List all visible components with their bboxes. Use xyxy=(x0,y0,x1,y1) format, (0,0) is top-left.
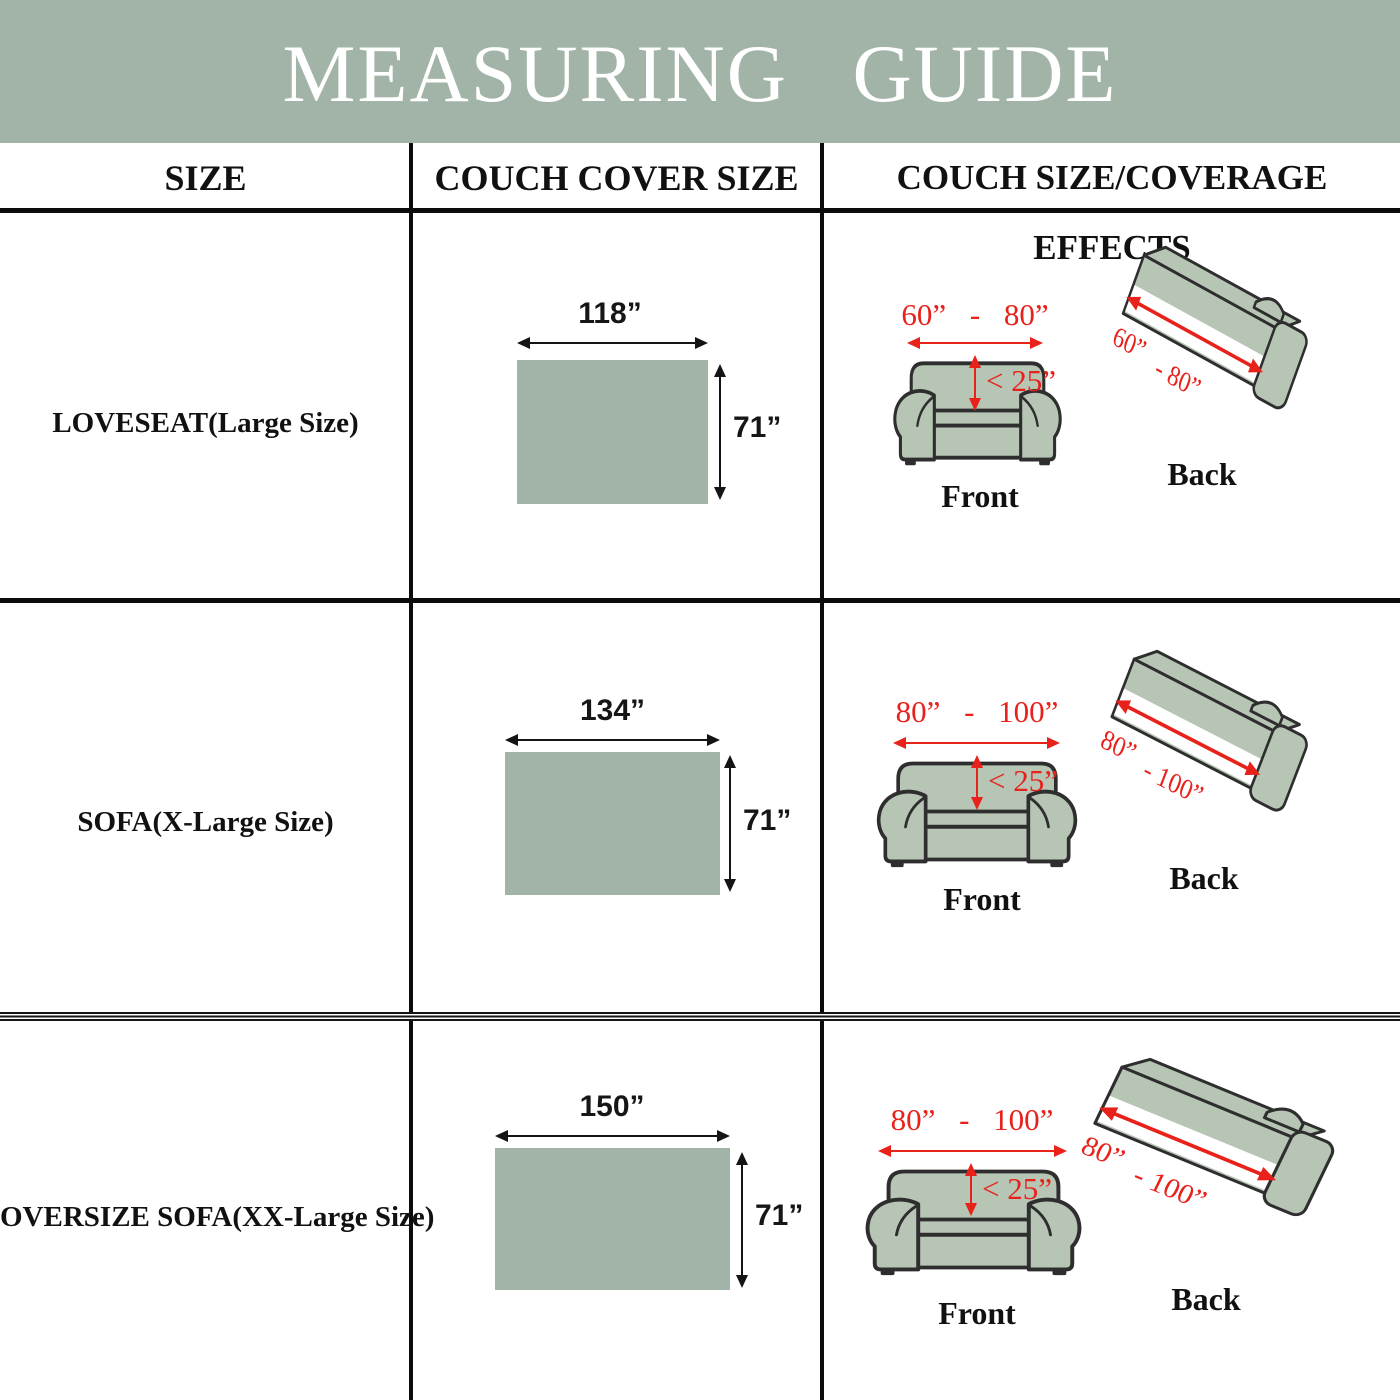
front-range-arrow xyxy=(893,736,1060,750)
back-view-caption: Back xyxy=(1171,1281,1241,1317)
cover-width-value: 118” xyxy=(578,297,642,330)
front-range-arrow xyxy=(878,1144,1067,1158)
cover-width-value: 150” xyxy=(579,1090,645,1123)
back-range-end: - 80” xyxy=(1151,351,1205,405)
row-divider-2 xyxy=(0,1012,1400,1021)
cover-height-value: 71” xyxy=(743,804,792,837)
front-view-caption: Front xyxy=(941,478,1019,514)
cover-rectangle xyxy=(495,1148,730,1290)
back-range-end: - 100” xyxy=(1139,752,1208,812)
title-banner xyxy=(0,0,1400,143)
back-range-start: 80” xyxy=(1076,1130,1130,1175)
front-width-range: 60” - 80” xyxy=(901,297,1049,332)
cover-width-value: 134” xyxy=(579,694,646,727)
sofa-back-illustration xyxy=(1110,251,1306,433)
front-width-range: 80” - 100” xyxy=(890,1102,1054,1137)
page-title: MEASURING GUIDE xyxy=(282,28,1118,119)
table-row-loveseat xyxy=(0,215,1400,598)
width-arrow xyxy=(517,336,708,350)
size-label: LOVESEAT(Large Size) xyxy=(52,407,359,439)
header-divider-line xyxy=(0,208,1400,213)
backrest-height-limit: < 25” xyxy=(986,363,1056,398)
back-view-caption: Back xyxy=(1169,860,1239,896)
back-range-start: 60” xyxy=(1108,320,1150,367)
table-row-oversize-sofa xyxy=(0,1021,1400,1400)
sofa-back-illustration xyxy=(1098,655,1306,835)
front-view-caption: Front xyxy=(943,881,1021,917)
height-arrow xyxy=(723,755,737,892)
cover-height-value: 71” xyxy=(755,1199,804,1232)
backrest-height-arrow xyxy=(964,1163,978,1216)
back-view-caption: Back xyxy=(1167,456,1237,492)
height-arrow xyxy=(735,1152,749,1288)
front-width-range: 80” - 100” xyxy=(895,694,1059,729)
width-arrow xyxy=(495,1129,730,1143)
back-range-start: 80” xyxy=(1096,722,1141,769)
column-header-coverage-effects: COUCH SIZE/COVERAGE EFFECTS xyxy=(896,158,1328,267)
cover-rectangle xyxy=(505,752,720,895)
backrest-height-limit: < 25” xyxy=(982,1171,1052,1206)
column-header-row xyxy=(0,143,1400,267)
backrest-height-arrow xyxy=(968,355,982,411)
backrest-height-limit: < 25” xyxy=(988,763,1058,798)
sofa-back-illustration xyxy=(1078,1063,1332,1239)
front-range-arrow xyxy=(907,336,1043,350)
backrest-height-arrow xyxy=(970,755,984,810)
height-arrow xyxy=(713,364,727,500)
cover-height-value: 71” xyxy=(733,411,782,444)
table-row-sofa xyxy=(0,603,1400,1012)
column-header-size: SIZE xyxy=(164,158,247,198)
cover-rectangle xyxy=(517,360,708,504)
column-header-cover-size: COUCH COVER SIZE xyxy=(434,158,799,198)
size-label: OVERSIZE SOFA(XX-Large Size) xyxy=(0,1201,435,1233)
back-range-end: - 100” xyxy=(1128,1159,1212,1217)
front-view-caption: Front xyxy=(938,1295,1016,1331)
size-label: SOFA(X-Large Size) xyxy=(77,806,334,838)
width-arrow xyxy=(505,733,720,747)
